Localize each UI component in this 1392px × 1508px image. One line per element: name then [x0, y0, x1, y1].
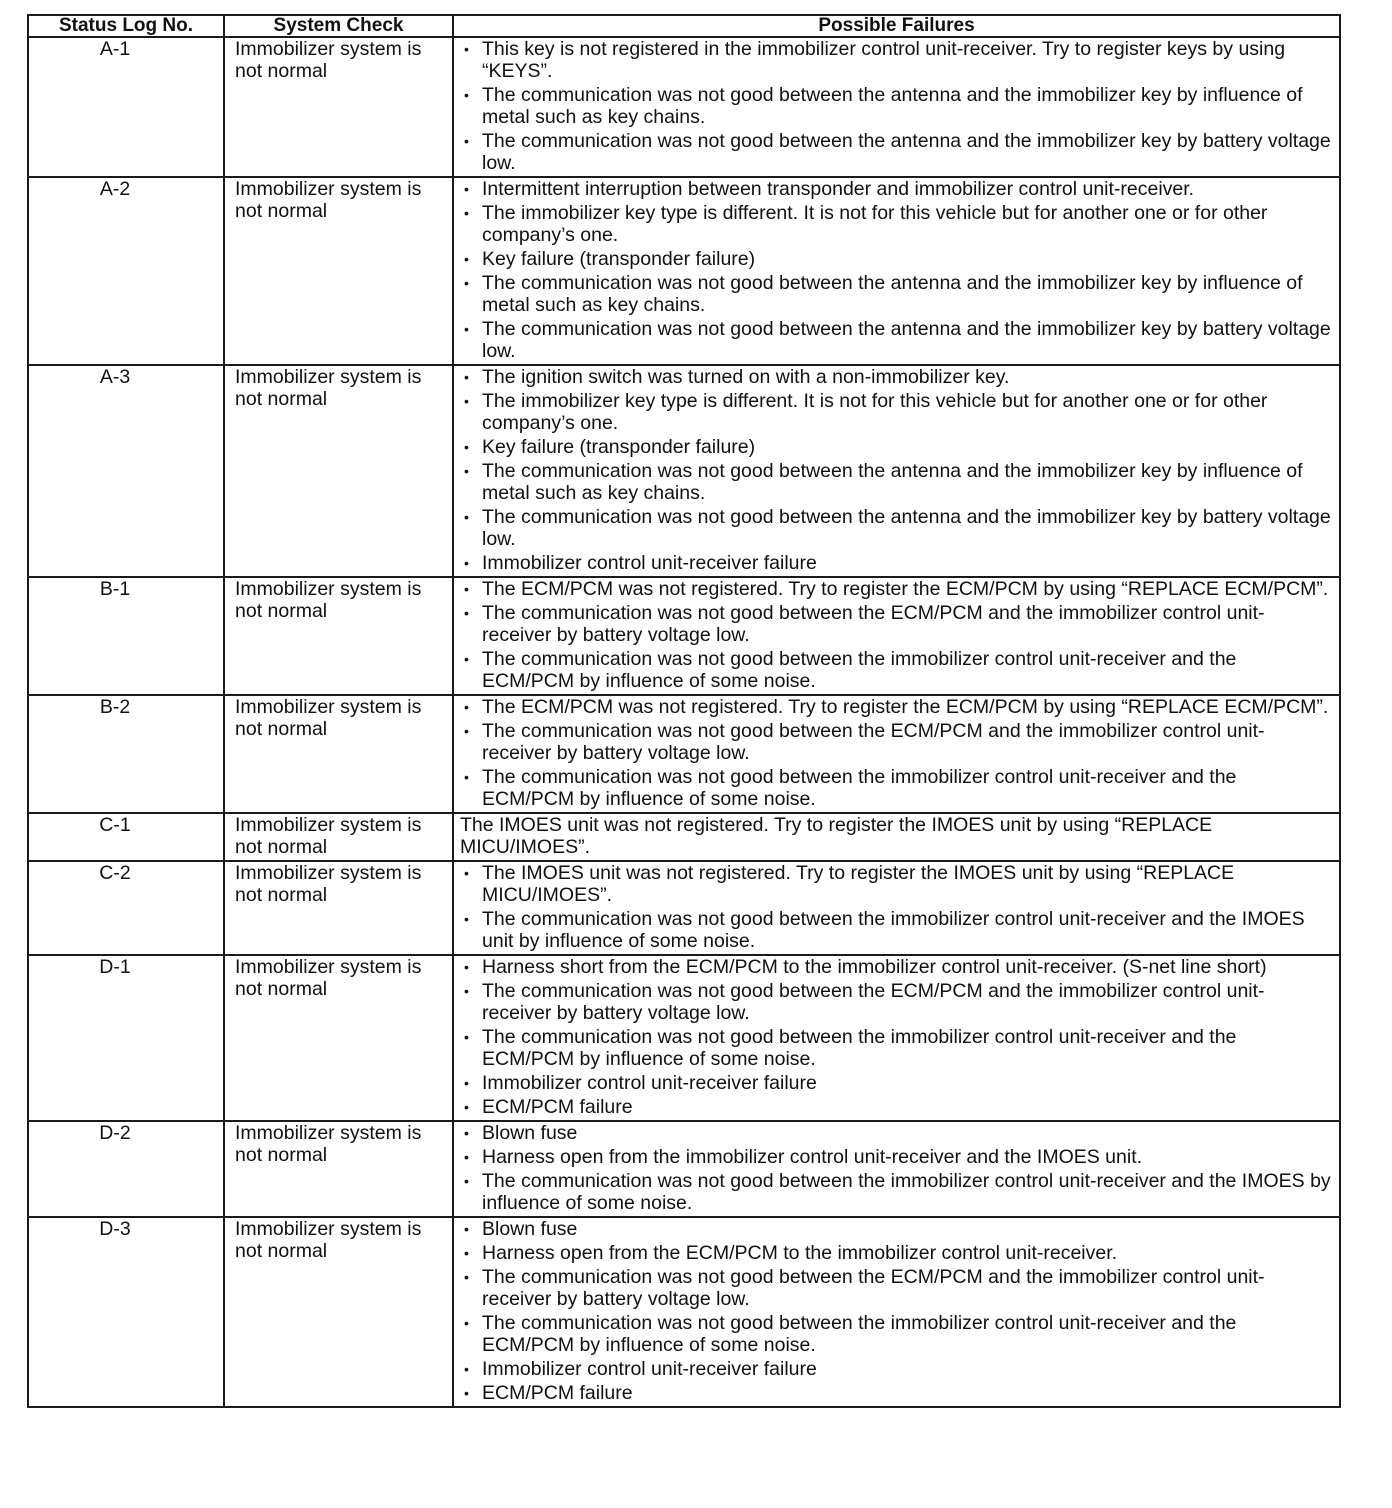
failure-item: • Harness open from the ECM/PCM to the immobilizer control unit-receiver.: [460, 1242, 1333, 1264]
system-check-text: Immobilizer system is not normal: [224, 813, 453, 861]
possible-failures-cell: [453, 177, 1340, 365]
failure-list: [460, 38, 1333, 174]
failure-item: • This key is not registered in the immobilizer control unit-receiver. Try to register keys by using “KEYS”.: [460, 38, 1333, 82]
failure-item: • Blown fuse: [460, 1218, 1333, 1240]
failure-list: [460, 578, 1333, 692]
failure-list: [460, 366, 1333, 574]
failure-item: • The immobilizer key type is different. It is not for this vehicle but for another one or for other company’s one.: [460, 202, 1333, 246]
possible-failures-cell: [453, 861, 1340, 955]
failure-item: • Immobilizer control unit-receiver failure: [460, 552, 1333, 574]
failure-item: • The communication was not good between the immobilizer control unit-receiver and the ECM/PCM by influence of some noise.: [460, 1026, 1333, 1070]
table-row: [28, 861, 1340, 955]
possible-failures-cell: [453, 37, 1340, 177]
failure-list: [460, 956, 1333, 1118]
failure-list: [460, 862, 1333, 952]
failure-item: • The communication was not good between the antenna and the immobilizer key by influence of metal such as key chains.: [460, 84, 1333, 128]
possible-failures-cell: [453, 955, 1340, 1121]
failure-item: • The communication was not good between the ECM/PCM and the immobilizer control unit-receiver by battery voltage low.: [460, 1266, 1333, 1310]
failure-item: • The communication was not good between the immobilizer control unit-receiver and the IMOES unit by influence of some noise.: [460, 908, 1333, 952]
system-check-text: Immobilizer system is not normal: [224, 577, 453, 695]
possible-failures-cell: [453, 577, 1340, 695]
failure-item: • The communication was not good between the antenna and the immobilizer key by battery voltage low.: [460, 318, 1333, 362]
system-check-text: Immobilizer system is not normal: [224, 955, 453, 1121]
failure-item: The IMOES unit was not registered. Try to register the IMOES unit by using “REPLACE MICU/IMOES”.: [460, 814, 1213, 858]
status-log-code: D-1: [28, 955, 224, 1121]
failure-item: • The communication was not good between the immobilizer control unit-receiver and the ECM/PCM by influence of some noise.: [460, 648, 1333, 692]
header-possible-failures: Possible Failures: [453, 15, 1340, 37]
failure-item: • ECM/PCM failure: [460, 1096, 1333, 1118]
failure-item: • The ECM/PCM was not registered. Try to register the ECM/PCM by using “REPLACE ECM/PCM”.: [460, 696, 1333, 718]
failure-item: • The immobilizer key type is different. It is not for this vehicle but for another one or for other company’s one.: [460, 390, 1333, 434]
failure-list: [460, 178, 1333, 362]
failure-list: [460, 1218, 1333, 1404]
possible-failures-cell: [453, 365, 1340, 577]
status-log-code: B-2: [28, 695, 224, 813]
failure-item: • The ECM/PCM was not registered. Try to register the ECM/PCM by using “REPLACE ECM/PCM”.: [460, 578, 1333, 600]
possible-failures-cell: [453, 1121, 1340, 1217]
document-page: [27, 14, 1339, 1408]
status-log-code: D-3: [28, 1217, 224, 1407]
failure-item: • The communication was not good between the immobilizer control unit-receiver and the ECM/PCM by influence of some noise.: [460, 766, 1333, 810]
status-log-code: C-1: [28, 813, 224, 861]
failure-item: • Intermittent interruption between transponder and immobilizer control unit-receiver.: [460, 178, 1333, 200]
status-log-table: [27, 14, 1341, 1408]
system-check-text: Immobilizer system is not normal: [224, 37, 453, 177]
system-check-text: Immobilizer system is not normal: [224, 1217, 453, 1407]
failure-item: • The IMOES unit was not registered. Try to register the IMOES unit by using “REPLACE MICU/IMOES”.: [460, 862, 1333, 906]
status-log-code: C-2: [28, 861, 224, 955]
status-log-code: A-1: [28, 37, 224, 177]
status-log-code: A-3: [28, 365, 224, 577]
possible-failures-cell: [453, 695, 1340, 813]
table-row: [28, 37, 1340, 177]
table-row: [28, 1217, 1340, 1407]
failure-item: • The ignition switch was turned on with a non-immobilizer key.: [460, 366, 1333, 388]
system-check-text: Immobilizer system is not normal: [224, 177, 453, 365]
status-log-code: D-2: [28, 1121, 224, 1217]
system-check-text: Immobilizer system is not normal: [224, 861, 453, 955]
table-row: [28, 695, 1340, 813]
possible-failures-cell: [453, 813, 1340, 861]
table-row: [28, 955, 1340, 1121]
failure-item: • The communication was not good between the antenna and the immobilizer key by influence of metal such as key chains.: [460, 272, 1333, 316]
failure-item: • Key failure (transponder failure): [460, 248, 1333, 270]
system-check-text: Immobilizer system is not normal: [224, 365, 453, 577]
failure-item: • Harness short from the ECM/PCM to the immobilizer control unit-receiver. (S-net line short): [460, 956, 1333, 978]
failure-item: • Immobilizer control unit-receiver failure: [460, 1358, 1333, 1380]
failure-item: • Harness open from the immobilizer control unit-receiver and the IMOES unit.: [460, 1146, 1333, 1168]
status-log-code: B-1: [28, 577, 224, 695]
failure-item: • Key failure (transponder failure): [460, 436, 1333, 458]
failure-item: • The communication was not good between the ECM/PCM and the immobilizer control unit-receiver by battery voltage low.: [460, 720, 1333, 764]
header-status-log-no: Status Log No.: [28, 15, 224, 37]
system-check-text: Immobilizer system is not normal: [224, 1121, 453, 1217]
table-row: [28, 813, 1340, 861]
table-row: [28, 365, 1340, 577]
table-body: [28, 37, 1340, 1407]
failure-item: • Blown fuse: [460, 1122, 1333, 1144]
failure-item: • The communication was not good between the antenna and the immobilizer key by influence of metal such as key chains.: [460, 460, 1333, 504]
possible-failures-cell: [453, 1217, 1340, 1407]
failure-item: • The communication was not good between the ECM/PCM and the immobilizer control unit-receiver by battery voltage low.: [460, 980, 1333, 1024]
failure-item: • The communication was not good between the immobilizer control unit-receiver and the IMOES by influence of some noise.: [460, 1170, 1333, 1214]
failure-item: • Immobilizer control unit-receiver failure: [460, 1072, 1333, 1094]
status-log-code: A-2: [28, 177, 224, 365]
failure-item: • ECM/PCM failure: [460, 1382, 1333, 1404]
table-row: [28, 577, 1340, 695]
table-row: [28, 177, 1340, 365]
header-system-check: System Check: [224, 15, 453, 37]
failure-list: [460, 696, 1333, 810]
failure-item: • The communication was not good between the antenna and the immobilizer key by battery voltage low.: [460, 130, 1333, 174]
table-header-row: [28, 15, 1340, 37]
failure-item: • The communication was not good between the immobilizer control unit-receiver and the ECM/PCM by influence of some noise.: [460, 1312, 1333, 1356]
failure-item: • The communication was not good between the ECM/PCM and the immobilizer control unit-receiver by battery voltage low.: [460, 602, 1333, 646]
table-row: [28, 1121, 1340, 1217]
failure-item: • The communication was not good between the antenna and the immobilizer key by battery voltage low.: [460, 506, 1333, 550]
failure-list: [460, 1122, 1333, 1214]
system-check-text: Immobilizer system is not normal: [224, 695, 453, 813]
failure-list: [460, 814, 1333, 858]
